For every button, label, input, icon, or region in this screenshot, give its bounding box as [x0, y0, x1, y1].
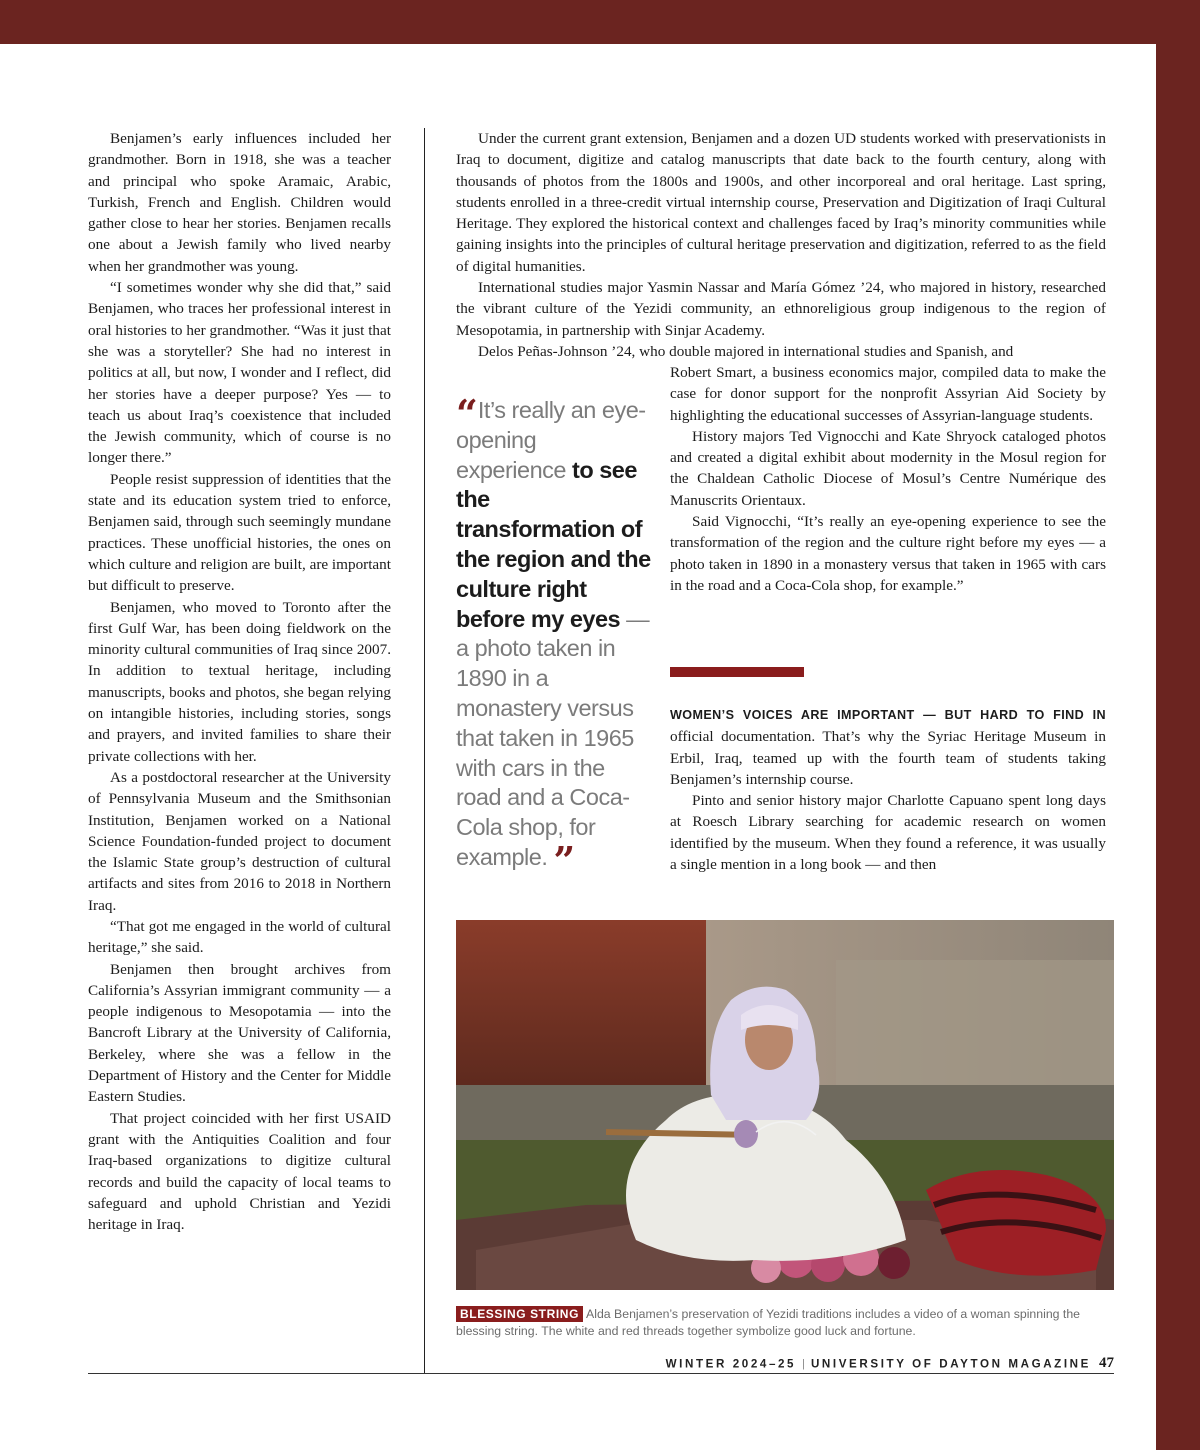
column-divider: [424, 128, 425, 1373]
side-accent-bar: [1156, 0, 1200, 1450]
photo-caption: [456, 1306, 1114, 1340]
pull-quote-emphasis: to see the transformation of the region and the culture right before my eyes: [456, 456, 651, 632]
footer-issue: WINTER 2024–25: [665, 1357, 797, 1371]
open-quote-icon: “: [456, 391, 472, 436]
body-paragraph: International studies major Yasmin Nassar and María Gómez ’24, who majored in history, researched the vibrant culture of the Yezidi community, an ethnoreligious group indigenous to the region of Mesopotamia, in partnership with Sinjar Academy.: [456, 279, 1106, 339]
footer-magazine-name: UNIVERSITY OF DAYTON MAGAZINE: [810, 1357, 1091, 1371]
pull-quote-ending: — a photo taken in 1890 in a monastery versus that taken in 1965 with cars in the road and a Coca-Cola shop, for example.: [456, 605, 650, 870]
body-paragraph: History majors Ted Vignocchi and Kate Shryock cataloged photos and created a digital exhibit about modernity in the Mosul region for the Chaldean Catholic Diocese of Mosul’s Centre Numérique des Manuscrits Orientaux.: [670, 427, 1106, 509]
section-opening-text: official documentation. That’s why the Syriac Heritage Museum in Erbil, Iraq, teamed up with the fourth team of students taking Benjamen’s internship course.: [670, 728, 1106, 788]
body-paragraph: Pinto and senior history major Charlotte Capuano spent long days at Roesch Library searching for academic research on women identified by the museum. When they found a reference, it was usually a single mention in a long book — and then: [670, 792, 1106, 874]
pull-quote-intro: It’s really an eye-opening experience: [456, 397, 646, 483]
body-paragraph: That project coincided with her first USAID grant with the Antiquities Coalition and four Iraq-based organizations to digitize cultural records and build the capacity of local teams to safeguard and uphold Christian and Yezidi heritage in Iraq.: [88, 1109, 391, 1234]
page-footer: [560, 1355, 1114, 1375]
body-paragraph: People resist suppression of identities that the state and its education system tried to enforce, Benjamen said, through such seemingly mundane practices. These unofficial histories, the ones on which culture and religion are built, are important but difficult to preserve.: [88, 470, 391, 595]
footer-separator: |: [802, 1357, 805, 1370]
body-paragraph: Benjamen’s early influences included her grandmother. Born in 1918, she was a teacher and principal who spoke Aramaic, Arabic, Turkish, French and English. Children would gather close to hear her stories. Benjamen recalls one about a Jewish family who lived nearby when her grandmother was young.: [88, 130, 391, 275]
section-opening: [670, 704, 1106, 790]
photo-illustration: [456, 920, 1114, 1290]
body-paragraph: Benjamen, who moved to Toronto after the first Gulf War, has been doing fieldwork on the minority cultural communities of Iraq since 2007. In addition to textual heritage, including manuscripts, books and photos, she began relying on intangible histories, including stories, songs and prayers, and invited families to share their private collections with her.: [88, 598, 391, 765]
section-divider: [670, 667, 804, 677]
body-paragraph: Delos Peñas-Johnson ’24, who double majored in international studies and Spanish, and: [478, 342, 1014, 360]
left-column: [88, 128, 391, 1235]
body-paragraph: Said Vignocchi, “It’s really an eye-opening experience to see the transformation of the region and the culture right before my eyes — a photo taken in 1890 in a monastery versus that taken in 1965 with cars in the road and a Coca-Cola shop, for example.”: [670, 513, 1106, 594]
page-number: 47: [1099, 1355, 1114, 1372]
right-column-top: [456, 128, 1106, 362]
caption-tag: BLESSING STRING: [456, 1306, 583, 1322]
body-paragraph: “I sometimes wonder why she did that,” said Benjamen, who traces her professional interest in oral histories to her grandmother. “Was it just that she was a storyteller? She had no interest in politics at all, but now, I wonder and I reflect, did her stories have a deeper purpose? Yes — to teach us about Iraq’s coexistence that included the Jewish community, which of course is no longer there.”: [88, 279, 391, 467]
section-lead-in: WOMEN’S VOICES ARE IMPORTANT — BUT HARD TO FIND IN: [670, 708, 1106, 722]
caption-text: Alda Benjamen’s preservation of Yezidi traditions includes a video of a woman spinning the blessing string. The white and red threads together symbolize good luck and fortune.: [456, 1307, 1081, 1338]
body-paragraph: As a postdoctoral researcher at the University of Pennsylvania Museum and the Smithsonian Institution, Benjamen worked on a National Science Foundation-funded project to document the Islamic State group’s destruction of cultural artifacts and sites from 2016 to 2018 in Northern Iraq.: [88, 768, 391, 914]
body-paragraph: Robert Smart, a business economics major, compiled data to make the case for donor support for the nonprofit Assyrian Aid Society by highlighting the educational successes of Assyrian-language students.: [670, 364, 1106, 424]
body-paragraph: “That got me engaged in the world of cultural heritage,” she said.: [88, 917, 391, 957]
close-quote-icon: ”: [553, 837, 570, 883]
section-women-voices: [670, 704, 1106, 875]
body-paragraph: Benjamen then brought archives from California’s Assyrian immigrant community — a people indigenous to Mesopotamia — into the Bancroft Library at the University of California, Berkeley, where she was a fellow in the Department of History and the Center for Middle Eastern Studies.: [88, 960, 391, 1106]
right-column-narrow: [670, 362, 1106, 596]
pull-quote: [456, 391, 652, 883]
top-accent-bar: [0, 0, 1200, 44]
body-paragraph: Under the current grant extension, Benjamen and a dozen UD students worked with preservationists in Iraq to document, digitize and catalog manuscripts that date back to the fourth century, along with thousands of photos from the 1800s and 1900s, and other incorporeal and oral heritage. Last spring, students enrolled in a three-credit virtual internship course, Preservation and Digitization of Iraqi Cultural Heritage. They explored the historical context and challenges faced by Iraq’s minority communities while gaining insights into the principles of cultural heritage preservation and digitization, referred to as the field of digital humanities.: [456, 130, 1106, 275]
woman-spinning-photo: [456, 920, 1114, 1290]
